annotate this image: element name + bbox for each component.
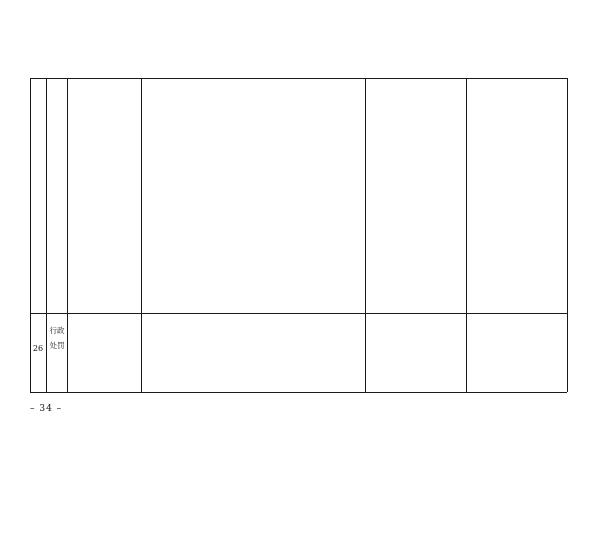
table-top-border [30,78,567,79]
text-line: 行政 [49,326,65,335]
col-border-3 [141,78,142,392]
liability-cell [469,318,565,422]
col-border-2 [67,78,68,392]
col-border-4 [365,78,366,392]
duty-cell [368,318,464,422]
text-line: 处罚 [49,341,65,350]
col-border-5 [466,78,467,392]
page-number: – 34 – [30,404,63,414]
legal-basis-cell [145,318,363,422]
row-top-duty-cell [368,80,464,320]
row-number: 26 [32,344,44,353]
category-cell [47,323,67,353]
col-border-6 [567,78,568,392]
